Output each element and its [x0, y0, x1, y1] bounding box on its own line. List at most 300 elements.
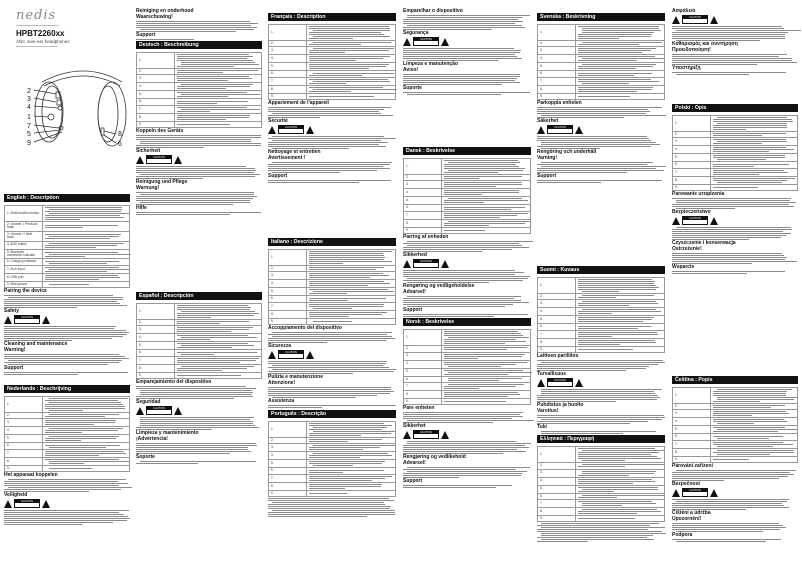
text-line — [4, 305, 127, 306]
text-line — [313, 48, 394, 49]
table-row — [269, 310, 396, 318]
text-line — [403, 416, 523, 417]
text-line — [181, 345, 255, 346]
table-row — [404, 391, 531, 399]
text-line — [140, 202, 250, 203]
paragraph — [672, 253, 798, 264]
text-line — [177, 88, 227, 89]
text-line — [309, 433, 390, 434]
text-line — [8, 364, 108, 365]
text-line — [309, 28, 389, 29]
part-description — [307, 444, 396, 452]
text-line — [136, 447, 248, 448]
text-line — [268, 338, 395, 339]
text-line — [403, 473, 522, 474]
text-line — [444, 341, 526, 342]
part-label: 3. — [538, 300, 576, 308]
part-description — [710, 154, 798, 162]
subheading: Rengjøring og vedlikehold — [403, 454, 466, 461]
text-line — [444, 223, 524, 224]
part-description — [576, 477, 665, 485]
text-line — [177, 368, 248, 369]
callout-3: 3 — [27, 96, 31, 103]
table-row — [269, 25, 396, 41]
text-line — [136, 386, 246, 387]
part-description — [307, 85, 396, 93]
table-row — [538, 346, 665, 352]
text-line — [49, 269, 131, 270]
warning-triangle-icon — [710, 489, 718, 497]
text-line — [672, 259, 785, 260]
text-line — [272, 510, 395, 511]
language-section-header: Svenska : Beskrivning — [537, 13, 665, 21]
text-line — [4, 489, 121, 490]
paragraph — [403, 314, 531, 317]
part-label: 7. — [538, 77, 576, 85]
text-line — [444, 230, 485, 231]
part-description — [442, 197, 531, 205]
part-description — [442, 399, 531, 405]
text-line — [672, 206, 794, 207]
part-description — [307, 288, 396, 296]
text-line — [268, 389, 391, 390]
table-row — [538, 63, 665, 71]
part-label: 8. — [673, 176, 711, 184]
text-line — [717, 182, 783, 183]
description-table — [268, 24, 396, 100]
warning-triangle-icon — [403, 38, 411, 46]
part-description — [42, 206, 130, 222]
text-line — [45, 424, 94, 425]
part-description — [42, 435, 130, 443]
text-line — [578, 56, 655, 57]
text-line — [177, 370, 222, 371]
part-description — [42, 397, 130, 413]
text-line — [177, 115, 251, 116]
paragraph — [4, 354, 130, 365]
text-line — [713, 166, 754, 167]
subheading: Sicherheit — [136, 148, 161, 155]
part-description — [42, 273, 130, 281]
table-row — [538, 338, 665, 346]
part-label: 1. — [538, 278, 576, 294]
text-line — [578, 283, 653, 284]
text-line — [313, 427, 387, 428]
table-row — [5, 457, 130, 465]
subheading: Tuki — [537, 424, 547, 431]
part-description — [442, 211, 531, 219]
text-line — [717, 397, 798, 398]
table-row — [404, 211, 531, 219]
text-line — [582, 473, 654, 474]
text-line — [713, 405, 785, 406]
text-line — [49, 236, 120, 237]
part-label: 9. — [404, 399, 442, 405]
text-line — [676, 202, 796, 203]
text-line — [313, 445, 395, 446]
text-line — [309, 32, 381, 33]
section-s51 — [537, 13, 665, 265]
table-row — [269, 460, 396, 468]
table-row — [5, 281, 130, 287]
section-s53 — [537, 435, 665, 542]
text-line — [403, 276, 530, 277]
part-description — [576, 300, 665, 308]
paragraph — [268, 107, 396, 118]
text-line — [136, 212, 261, 213]
text-line — [582, 32, 654, 33]
caution-label — [278, 350, 304, 359]
text-line — [177, 86, 250, 87]
text-line — [309, 60, 356, 61]
caution-label — [547, 125, 573, 134]
text-line — [4, 374, 78, 375]
text-line — [177, 92, 247, 93]
text-line — [268, 514, 395, 515]
text-line — [672, 523, 779, 524]
text-line — [578, 328, 638, 329]
table-row — [269, 280, 396, 288]
text-line — [537, 537, 647, 538]
text-line — [309, 435, 361, 436]
text-line — [403, 270, 515, 271]
text-line — [713, 442, 784, 443]
subheading: Parkoppla enheten — [537, 100, 582, 107]
text-line — [672, 261, 797, 262]
warning-triangle-icon — [710, 217, 718, 225]
table-row — [673, 418, 798, 426]
part-description — [307, 318, 396, 324]
section-s31 — [268, 13, 396, 237]
text-line — [672, 28, 784, 29]
table-row — [269, 302, 396, 310]
text-line — [578, 68, 636, 69]
text-line — [49, 436, 119, 437]
text-line — [45, 420, 117, 421]
subheading: Appariement de l'appareil — [268, 100, 329, 107]
subheading: Aviso! — [403, 67, 419, 73]
text-line — [309, 64, 389, 65]
text-line — [309, 269, 376, 270]
text-line — [403, 52, 520, 53]
table-row — [404, 330, 531, 346]
caution-label-text: CAUTION — [147, 156, 171, 159]
text-line — [713, 129, 746, 130]
text-line — [672, 72, 786, 73]
text-line — [313, 36, 390, 37]
text-line — [177, 80, 229, 81]
part-label: 7. — [404, 211, 442, 219]
text-line — [140, 417, 254, 418]
text-line — [578, 342, 656, 343]
text-line — [713, 393, 786, 394]
text-line — [309, 463, 382, 464]
text-line — [140, 143, 261, 144]
text-line — [268, 142, 388, 143]
callout-4: 4 — [27, 104, 31, 111]
part-label: 8. — [5, 457, 43, 465]
text-line — [676, 470, 796, 471]
part-label: 8. — [538, 508, 576, 516]
text-line — [177, 111, 211, 112]
text-line — [582, 291, 619, 292]
part-label: 3. — [673, 138, 711, 146]
text-line — [313, 308, 352, 309]
table-row — [538, 77, 665, 85]
text-line — [49, 243, 125, 244]
text-line — [713, 139, 787, 140]
text-line — [268, 107, 391, 108]
text-line — [181, 311, 255, 312]
caution-label-text: CAUTION — [548, 126, 572, 129]
section-s42 — [403, 318, 531, 488]
text-line — [268, 391, 394, 392]
text-line — [309, 66, 386, 67]
caution-label-text: CAUTION — [683, 217, 707, 220]
part-label: 9. — [538, 516, 576, 522]
text-line — [578, 305, 629, 306]
paragraph — [672, 54, 798, 65]
text-line — [407, 443, 531, 444]
text-line — [403, 21, 523, 22]
subheading: Hilfe — [136, 205, 147, 212]
text-line — [268, 393, 390, 394]
part-label: 3. — [269, 47, 307, 55]
table-row — [673, 138, 798, 146]
text-line — [403, 23, 515, 24]
paragraph — [268, 387, 396, 398]
callout-5: 5 — [27, 131, 31, 138]
paragraph — [537, 431, 665, 434]
part-description — [710, 168, 798, 176]
text-line — [403, 304, 513, 305]
text-line — [268, 512, 395, 513]
text-line — [268, 166, 383, 167]
part-description — [307, 55, 396, 63]
table-row — [538, 500, 665, 508]
text-line — [444, 225, 489, 226]
text-line — [713, 133, 787, 134]
part-label: 6. — [269, 468, 307, 474]
part-label: 1. — [269, 25, 307, 41]
table-row — [404, 360, 531, 368]
text-line — [45, 238, 110, 239]
text-line — [672, 56, 779, 57]
text-line — [407, 467, 530, 468]
table-row — [269, 85, 396, 93]
text-line — [403, 418, 512, 419]
text-line — [444, 215, 517, 216]
text-line — [541, 393, 655, 394]
callout-7: 7 — [27, 123, 31, 130]
paragraph — [403, 441, 531, 454]
text-line — [444, 354, 525, 355]
text-line — [177, 124, 231, 125]
text-line — [672, 36, 785, 37]
text-line — [537, 364, 658, 365]
caution-label — [146, 406, 172, 415]
callout-6: 6 — [118, 141, 122, 148]
text-line — [713, 444, 793, 445]
text-line — [309, 486, 381, 487]
text-line — [444, 331, 518, 332]
part-label: 5. — [269, 63, 307, 71]
text-line — [444, 160, 518, 161]
text-line — [136, 198, 253, 199]
part-label: 1. — [538, 25, 576, 41]
text-line — [309, 261, 392, 262]
text-line — [713, 155, 786, 156]
table-row — [5, 249, 130, 259]
part-label: 5. Bluetooth connection indicator — [5, 249, 43, 259]
text-line — [313, 30, 390, 31]
text-line — [448, 384, 524, 385]
text-line — [672, 499, 789, 500]
text-line — [444, 358, 478, 359]
text-line — [403, 316, 494, 317]
paragraph — [403, 15, 531, 30]
text-line — [672, 229, 792, 230]
text-line — [713, 157, 785, 158]
caution-symbols — [4, 499, 130, 508]
description-table — [268, 421, 396, 497]
text-line — [181, 62, 256, 63]
text-line — [45, 227, 83, 228]
text-line — [313, 81, 390, 82]
text-line — [309, 275, 389, 276]
part-description — [307, 452, 396, 460]
part-label: 6. — [538, 493, 576, 499]
language-section-header: Norsk : Beskrivelse — [403, 318, 531, 326]
text-line — [309, 52, 345, 53]
subheading: Pulizia e manutenzione — [268, 374, 324, 381]
text-line — [537, 138, 649, 139]
text-line — [578, 466, 625, 467]
text-line — [578, 297, 616, 298]
subheading: Het apparaat koppelen — [4, 472, 58, 479]
text-line — [177, 327, 254, 328]
description-table — [4, 396, 130, 472]
table-row — [269, 482, 396, 490]
text-line — [272, 140, 381, 141]
part-description — [174, 121, 262, 127]
text-line — [309, 298, 386, 299]
text-line — [268, 395, 377, 396]
text-line — [537, 111, 650, 112]
text-line — [717, 389, 793, 390]
paragraph — [537, 523, 665, 542]
text-line — [582, 58, 664, 59]
part-label: 1. — [538, 447, 576, 463]
text-line — [713, 459, 750, 460]
headphones-diagram — [4, 62, 130, 172]
text-line — [541, 527, 665, 528]
text-line — [309, 306, 382, 307]
text-line — [582, 471, 656, 472]
warning-triangle-icon — [575, 126, 583, 134]
table-row — [269, 452, 396, 460]
text-line — [403, 447, 529, 448]
text-line — [713, 421, 787, 422]
part-description — [307, 460, 396, 468]
part-label: 7. — [673, 168, 711, 176]
text-line — [403, 469, 516, 470]
product-subtitle: ANC over-ear headphones — [16, 39, 70, 44]
part-label: 5. — [137, 91, 175, 99]
part-label: 5. — [538, 316, 576, 324]
caution-label — [146, 155, 172, 164]
text-line — [49, 209, 122, 210]
text-line — [578, 52, 642, 53]
text-line — [177, 362, 240, 363]
text-line — [177, 315, 255, 316]
text-line — [4, 326, 116, 327]
section-s52 — [537, 266, 665, 434]
text-line — [541, 162, 653, 163]
product-model: HPBT2260xx — [16, 29, 65, 38]
text-line — [268, 109, 384, 110]
subheading: Καθαρισμός και συντήρηση — [672, 41, 738, 47]
text-line — [672, 476, 788, 477]
text-line — [4, 481, 118, 482]
text-line — [403, 19, 518, 20]
text-line — [676, 200, 790, 201]
text-line — [407, 15, 530, 16]
paragraph — [268, 332, 396, 343]
text-line — [578, 497, 617, 498]
text-line — [49, 213, 130, 214]
text-line — [537, 360, 663, 361]
text-line — [713, 121, 793, 122]
part-description — [307, 280, 396, 288]
caution-label-text: CAUTION — [147, 407, 171, 410]
part-description — [174, 75, 262, 83]
part-description — [307, 250, 396, 266]
callout-8: 8 — [118, 131, 122, 138]
part-label: 9. — [673, 456, 711, 462]
text-line — [309, 83, 346, 84]
text-line — [713, 401, 761, 402]
text-line — [140, 421, 253, 422]
part-description — [576, 93, 665, 99]
table-row — [538, 316, 665, 324]
column-content — [403, 8, 531, 489]
text-line — [407, 420, 534, 421]
paragraph — [672, 26, 798, 41]
text-line — [444, 401, 506, 402]
text-line — [582, 464, 664, 465]
part-label: 6. — [404, 205, 442, 211]
text-line — [136, 39, 194, 40]
section-s21 — [136, 41, 262, 291]
text-line — [717, 450, 795, 451]
nedis-logo: nedis — [16, 8, 57, 23]
paragraph — [537, 162, 665, 173]
part-label: 2. — [269, 41, 307, 47]
text-line — [537, 113, 646, 114]
subheading: Limpieza y mantenimiento — [136, 430, 199, 437]
table-row — [5, 397, 130, 413]
part-description — [576, 85, 665, 93]
part-label: 2. — [137, 320, 175, 326]
text-line — [713, 127, 788, 128]
part-label: 1. — [404, 330, 442, 346]
text-line — [136, 463, 198, 464]
text-line — [136, 172, 254, 173]
part-description — [442, 360, 531, 368]
text-line — [537, 525, 650, 526]
table-row — [538, 477, 665, 485]
